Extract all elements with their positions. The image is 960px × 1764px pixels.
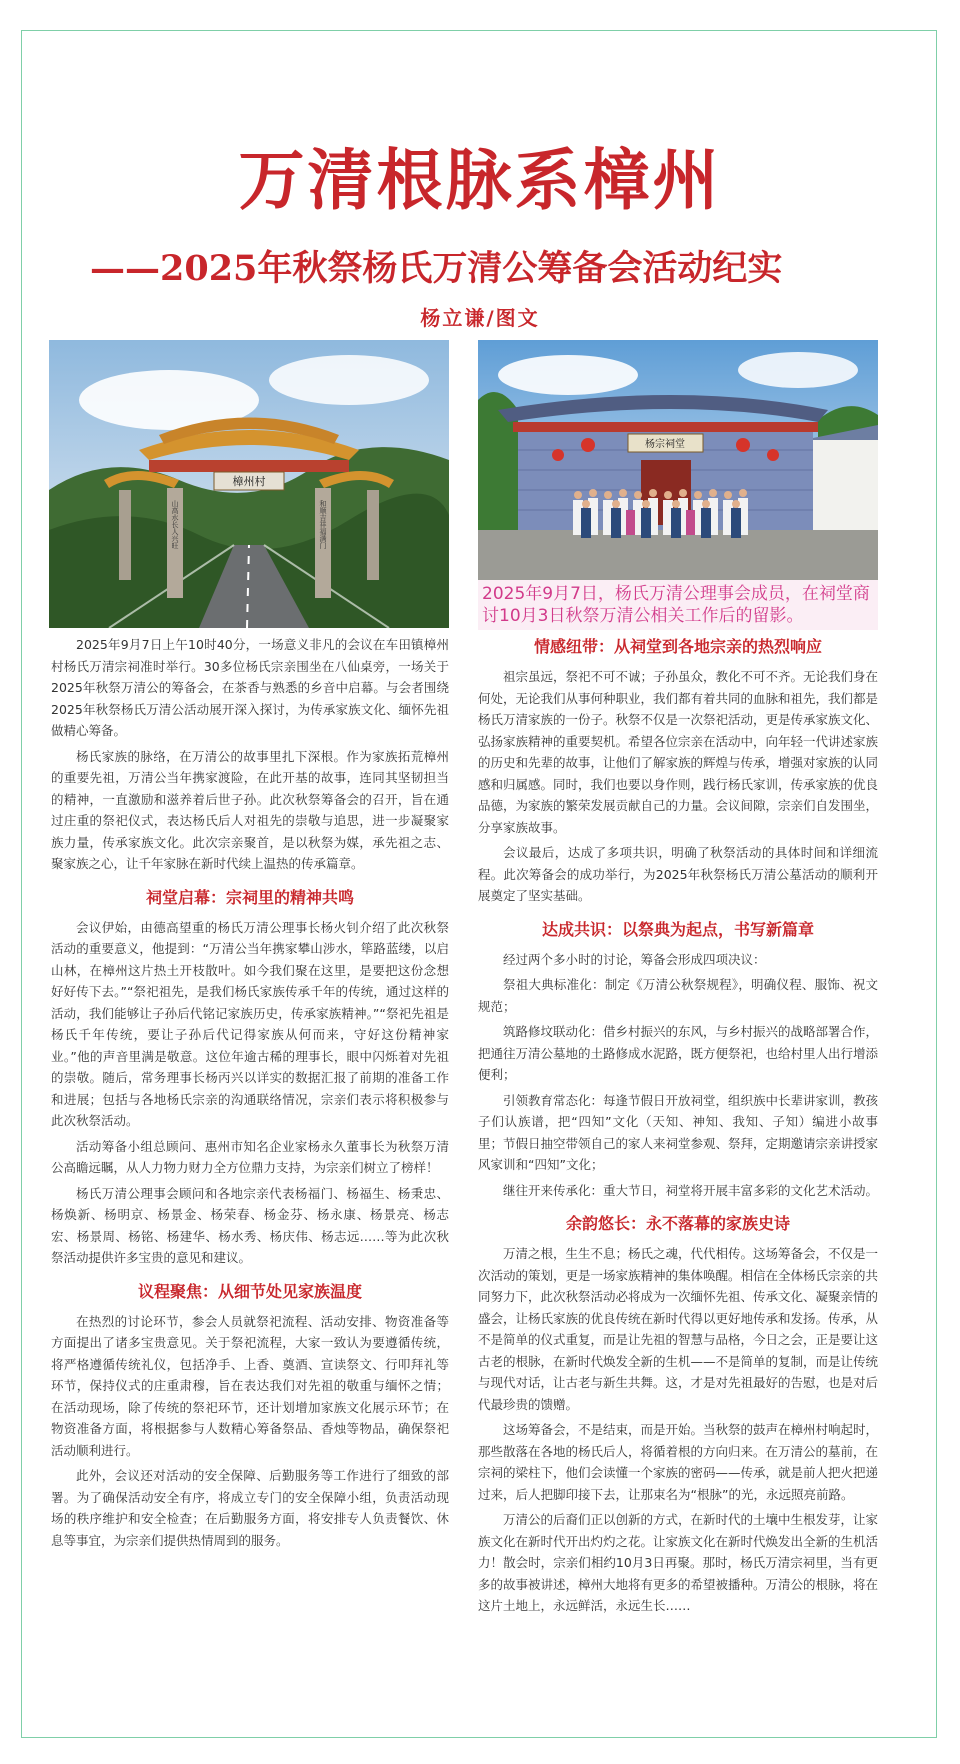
section-heading: 余韵悠长：永不落幕的家族史诗 bbox=[565, 1214, 790, 1233]
archway-couplet-right: 和顺吉祥福满门 bbox=[319, 500, 327, 549]
left-column bbox=[51, 634, 449, 1555]
paragraph: 这场筹备会，不是结束，而是开始。当秋祭的鼓声在樟州村响起时，那些散落在各地的杨氏后人，将循着根的方向归来。在万清公的墓前，在宗祠的梁柱下，他们会读懂一个家族的密码——传承，就是前人把火把递过来，后人把脚印接下去，让那束名为“根脉”的光，永远照亮前路。 bbox=[478, 1422, 879, 1502]
ancestral-hall-photo bbox=[478, 340, 878, 580]
paragraph: 万清之根，生生不息；杨氏之魂，代代相传。这场筹备会，不仅是一次活动的策划，更是一场家族精神的集体唤醒。相信在全体杨氏宗亲的共同努力下，此次秋祭活动必将成为一次缅怀先祖、传承文化、凝聚亲情的盛会，让杨氏家族的优良传统在新时代得以更好地传承和发扬。传承，从不是简单的仪式重复，而是让先祖的智慧与品格，今日之会，正是要让这古老的根脉，在新时代焕发全新的生机——不是简单的复制，而是让传统与现代对话，让古老与新生共舞。这，才是对先祖最好的告慰，也是对后代最珍贵的馈赠。 bbox=[478, 1246, 879, 1412]
archway-photo bbox=[49, 340, 449, 628]
paragraph: 在热烈的讨论环节，参会人员就祭祀流程、活动安排、物资准备等方面提出了诸多宝贵意见。关于祭祀流程，大家一致认为要遵循传统，将严格遵循传统礼仪，包括净手、上香、奠酒、宣读祭文、行叩拜礼等环节，保持仪式的庄重肃穆，旨在表达我们对先祖的敬重与缅怀之情；在活动现场，除了传统的祭祀环节，还计划增加家族文化展示环节；在物资准备方面，将根据参与人数精心筹备祭品、香烛等物品，确保祭祀活动顺利进行。 bbox=[51, 1313, 449, 1458]
article-subtitle: ——2025年秋祭杨氏万清公筹备会活动纪实 bbox=[90, 248, 783, 289]
paragraph: 2025年9月7日上午10时40分，一场意义非凡的会议在车田镇樟州村杨氏万清宗祠准时举行。30多位杨氏宗亲围坐在八仙桌旁，一场关于2025年秋祭万清公的筹备会，在茶香与熟悉的乡音中启幕。与会者围绕2025年秋祭杨氏万清公活动展开深入探讨，为传承家族文化、缅怀先祖做精心筹备。 bbox=[51, 637, 449, 738]
paragraph: 经过两个多小时的讨论，筹备会形成四项决议： bbox=[503, 951, 766, 967]
paragraph: 祖宗虽远，祭祀不可不诚；子孙虽众，教化不可不齐。无论我们身在何处，无论我们从事何种职业，我们都有着共同的血脉和祖先，我们都是杨氏万清家族的一份子。秋祭不仅是一次祭祀活动，更是传承家族文化、弘扬家族精神的重要契机。希望各位宗亲在活动中，向年轻一代讲述家族的历史和先辈的故事，让他们了解家族的辉煌与传承，增强对家族的认同感和归属感。同时，我们也要以身作则，践行杨氏家训，传承家族的优良品德，为家族的繁荣发展贡献自己的力量。会议间隙，宗亲们自发围坐，分享家族故事。 bbox=[478, 669, 879, 835]
article-title: 万清根脉系樟州 bbox=[238, 141, 722, 219]
archway-sign-text: 樟州村 bbox=[232, 475, 266, 488]
section-heading: 祠堂启幕：宗祠里的精神共鸣 bbox=[145, 887, 354, 907]
section-heading: 议程聚焦：从细节处见家族温度 bbox=[137, 1281, 362, 1301]
paragraph: 祭祖大典标准化：制定《万清公秋祭规程》，明确仪程、服饰、祝文规范； bbox=[478, 977, 878, 1014]
archway-couplet-left: 山高水长人兴旺 bbox=[171, 500, 179, 549]
paragraph: 继往开来传承化：重大节日，祠堂将开展丰富多彩的文化艺术活动。 bbox=[503, 1182, 879, 1198]
paragraph: 杨氏家族的脉络，在万清公的故事里扎下深根。作为家族拓荒樟州的重要先祖，万清公当年携家渡险，在此开基的故事，连同其坚韧担当的精神，一直激励和滋养着后世子孙。此次秋祭筹备会的召开，旨在通过庄重的祭祀仪式，表达杨氏后人对祖先的崇敬与追思，进一步凝聚家族力量，传承家族文化。此次宗亲聚首，是以秋祭为媒，承先祖之志、聚家族之心，让千年家脉在新时代续上温热的传承篇章。 bbox=[51, 748, 449, 871]
section-heading: 达成共识：以祭典为起点，书写新篇章 bbox=[541, 919, 814, 939]
paragraph: 引领教育常态化：每逢节假日开放祠堂，组织族中长辈讲家训，教孩子们认族谱，把“四知”文化（天知、神知、我知、子知）编进小故事里；节假日抽空带领自己的家人来祠堂参观、祭拜，定期邀请宗亲讲授家风家训和“四知”文化； bbox=[478, 1092, 879, 1172]
photo-caption: 2025年9月7日，杨氏万清公理事会成员，在祠堂商讨10月3日秋祭万清公相关工作后的留影。 bbox=[478, 580, 878, 630]
paragraph: 活动筹备小组总顾问、惠州市知名企业家杨永久董事长为秋祭万清公高瞻远瞩，从人力物力财力全方位鼎力支持，为宗亲们树立了榜样！ bbox=[51, 1138, 449, 1175]
paragraph: 杨氏万清公理事会顾问和各地宗亲代表杨福门、杨福生、杨秉忠、杨焕新、杨明京、杨景金、杨荣春、杨金芬、杨永康、杨景亮、杨志宏、杨景周、杨铭、杨建华、杨水秀、杨庆伟、杨志远……等为此次秋祭活动提供许多宝贵的意见和建议。 bbox=[51, 1185, 449, 1265]
byline: 杨立谦/图文 bbox=[420, 306, 540, 330]
paragraph: 会议伊始，由德高望重的杨氏万清公理事长杨火钊介绍了此次秋祭活动的重要意义，他提到：“万清公当年携家攀山涉水，筚路蓝缕，以启山林，在樟州这片热土开枝散叶。如今我们聚在这里，是要把这份念想好好传下去。”“祭祀祖先，是我们杨氏家族传承千年的传统，通过这样的活动，我们能够让子孙后代铭记家族历史，传承家族精神。”“祭祀先祖是杨氏千年传统，要让子孙后代记得家族从何而来，守好这份精神家业。”他的声音里满是敬意。这位年逾古稀的理事长，眼中闪烁着对先祖的崇敬。随后，常务理事长杨丙兴以详实的数据汇报了前期的准备工作和进展；包括与各地杨氏宗亲的沟通联络情况，宗亲们表示将积极参与此次秋祭活动。 bbox=[51, 919, 449, 1128]
paragraph: 会议最后，达成了多项共识，明确了秋祭活动的具体时间和详细流程。此次筹备会的成功举行，为2025年秋祭杨氏万清公墓活动的顺利开展奠定了坚实基础。 bbox=[478, 845, 878, 903]
paragraph: 万清公的后裔们正以创新的方式，在新时代的土壤中生根发芽，让家族文化在新时代开出灼灼之花。让家族文化在新时代焕发出全新的生机活力！散会时，宗亲们相约10月3日再聚。那时，杨氏万清宗祠里，当有更多的故事被讲述，樟州大地将有更多的希望被播种。万清公的根脉，将在这片土地上，永远鲜活，永远生长…… bbox=[478, 1512, 879, 1613]
section-heading: 情感纽带：从祠堂到各地宗亲的热烈响应 bbox=[533, 637, 822, 656]
paragraph: 此外，会议还对活动的安全保障、后勤服务等工作进行了细致的部署。为了确保活动安全有序，将成立专门的安全保障小组，负责活动现场的秩序维护和安全检查；在后勤服务方面，将安排专人负责餐饮、休息等事宜，为宗亲们提供热情周到的服务。 bbox=[51, 1468, 449, 1548]
paragraph: 筑路修坟联动化：借乡村振兴的东风，与乡村振兴的战略部署合作，把通往万清公墓地的土路修成水泥路，既方便祭祀，也给村里人出行增添便利； bbox=[478, 1024, 879, 1082]
right-column bbox=[478, 636, 878, 1621]
hall-sign-text: 杨宗祠堂 bbox=[645, 439, 685, 450]
